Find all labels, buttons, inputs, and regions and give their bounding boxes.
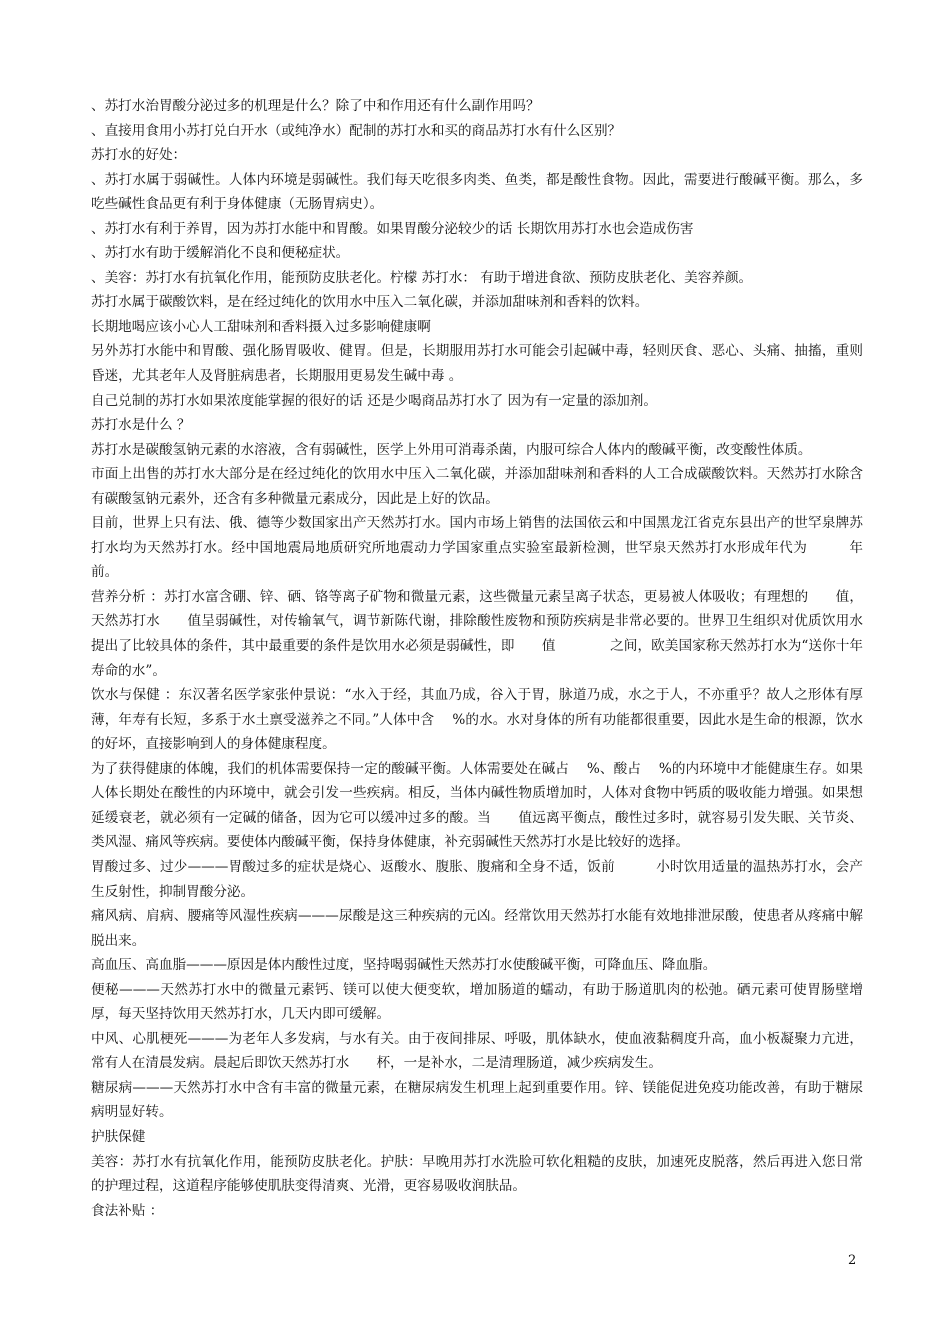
body-paragraph: 饮水与保健 ：东汉著名医学家张仲景说：“水入于经，其血乃成，谷入于胃，脉道乃成，水之于人，不亦重乎？故人之形体有厚薄，年寿有长短，多系于水土禀受滋养之不同。”人体中含 %的水。水对身体的所有功能都很重要，因此水是生命的根源，饮水的好坏，直接影响到人的身体健康程度。 [91, 687, 863, 753]
body-paragraph: 高血压、高血脂———原因是体内酸性过度，坚持喝弱碱性天然苏打水使酸碱平衡，可降血压、降血脂。 [91, 957, 717, 974]
body-paragraph: 自己兑制的苏打水如果浓度能掌握的很好的话 还是少喝商品苏打水了 因为有一定量的添加剂。 [91, 392, 657, 409]
body-paragraph: 、苏打水有助于缓解消化不良和便秘症状。 [91, 245, 350, 262]
body-paragraph: 市面上出售的苏打水大部分是在经过纯化的饮用水中压入二氧化碳，并添加甜味剂和香料的人工合成碳酸饮料。天然苏打水除含有碳酸氢钠元素外，还含有多种微量元素成分，因此是上好的饮品。 [91, 466, 863, 507]
body-paragraph: 胃酸过多、过少———胃酸过多的症状是烧心、返酸水、腹胀、腹痛和全身不适，饭前 小时饮用适量的温热苏打水，会产生反射性，抑制胃酸分泌。 [91, 858, 863, 900]
section-heading: 护肤保健 [91, 1128, 146, 1145]
body-paragraph: 、美容：苏打水有抗氧化作用，能预防皮肤老化。柠檬 苏打水： 有助于增进食欲、预防皮肤老化、美容养颜。 [91, 269, 753, 286]
body-paragraph: 痛风病、肩病、腰痛等风湿性疾病———尿酸是这三种疾病的元凶。经常饮用天然苏打水能有效地排泄尿酸，使患者从疼痛中解脱出来。 [91, 908, 863, 949]
page-number: 2 [848, 1253, 857, 1268]
section-heading: 苏打水是什么 ？ [91, 417, 191, 434]
document-body [91, 94, 863, 1223]
body-paragraph: 糖尿病———天然苏打水中含有丰富的微量元素，在糖尿病发生机理上起到重要作用。锌、镁能促进免疫功能改善，有助于糖尿病明显好转。 [91, 1079, 863, 1121]
body-paragraph: 营养分析 ：苏打水富含硼、锌、硒、铬等离子矿物和微量元素，这些微量元素呈离子状态，更易被人体吸收；有理想的 值，天然苏打水 值呈弱碱性，对传输氧气，调节新陈代谢，排除酸性废物和预防疾病是非常必要的。世界卫生组织对优质饮用水提出了比较具体的条件，其中最重要的条件是饮用水必须是弱碱性，即 值 之间，欧美国家称天然苏打水为“送你十年寿命的水”。 [91, 588, 863, 679]
body-paragraph: 另外苏打水能中和胃酸、强化肠胃吸收、健胃。但是，长期服用苏打水可能会引起碱中毒，轻则厌食、恶心、头痛、抽搐，重则昏迷，尤其老年人及肾脏病患者，长期服用更易发生碱中毒 。 [91, 343, 863, 385]
body-paragraph: 长期地喝应该小心人工甜味剂和香料摄入过多影响健康啊 [91, 318, 431, 335]
body-paragraph: 中风、心肌梗死———为老年人多发病，与水有关。由于夜间排尿、呼吸，肌体缺水，使血液黏稠度升高，血小板凝聚力亢进，常有人在清晨发病。晨起后即饮天然苏打水 杯，一是补水，二是清理肠道，减少疾病发生。 [91, 1030, 863, 1072]
body-paragraph: 目前，世界上只有法、俄、德等少数国家出产天然苏打水。国内市场上销售的法国依云和中国黑龙江省克东县出产的世罕泉牌苏打水均为天然苏打水。经中国地震局地质研究所地震动力学国家重点实验室最新检测，世罕泉天然苏打水形成年代为 年前。 [91, 515, 863, 581]
section-heading: 食法补贴 ： [91, 1202, 164, 1219]
body-paragraph: 苏打水属于碳酸饮料，是在经过纯化的饮用水中压入二氧化碳，并添加甜味剂和香料的饮料。 [91, 294, 649, 311]
body-paragraph: 、苏打水有利于养胃，因为苏打水能中和胃酸。如果胃酸分泌较少的话 长期饮用苏打水也会造成伤害 [91, 220, 694, 237]
question-paragraph: 、苏打水治胃酸分泌过多的机理是什么？除了中和作用还有什么副作用吗？ [91, 98, 540, 114]
body-paragraph: 便秘———天然苏打水中的微量元素钙、镁可以使大便变软，增加肠道的蠕动，有助于肠道肌肉的松弛。硒元素可使胃肠壁增厚，每天坚持饮用天然苏打水，几天内即可缓解。 [91, 981, 863, 1023]
question-paragraph: 、直接用食用小苏打兑白开水（或纯净水）配制的苏打水和买的商品苏打水有什么区别？ [91, 122, 622, 139]
body-paragraph: 、苏打水属于弱碱性。人体内环境是弱碱性。我们每天吃很多肉类、鱼类，都是酸性食物。因此，需要进行酸碱平衡。那么，多吃些碱性食品更有利于身体健康（无肠胃病史）。 [91, 171, 863, 213]
section-heading: 苏打水的好处： [91, 147, 187, 164]
body-paragraph: 为了获得健康的体魄，我们的机体需要保持一定的酸碱平衡。人体需要处在碱占 %、酸占 %的内环境中才能健康生存。如果人体长期处在酸性的内环境中，就会引发一些疾病。相反，当体内碱性物质增加时，人体对食物中钙质的吸收能力增强。如果想延缓衰老，就必须有一定碱的储备，因为它可以缓冲过多的酸。当 值远离平衡点，酸性过多时，就容易引发失眠、关节炎、类风湿、痛风等疾病。要使体内酸碱平衡，保持身体健康，补充弱碱性天然苏打水是比较好的选择。 [91, 760, 863, 851]
body-paragraph: 美容：苏打水有抗氧化作用，能预防皮肤老化。护肤：早晚用苏打水洗脸可软化粗糙的皮肤，加速死皮脱落，然后再进入您日常的护理过程，这道程序能够使肌肤变得清爽、光滑，更容易吸收润肤品。 [91, 1153, 863, 1195]
body-paragraph: 苏打水是碳酸氢钠元素的水溶液，含有弱碱性，医学上外用可消毒杀菌，内服可综合人体内的酸碱平衡，改变酸性体质。 [91, 441, 812, 458]
